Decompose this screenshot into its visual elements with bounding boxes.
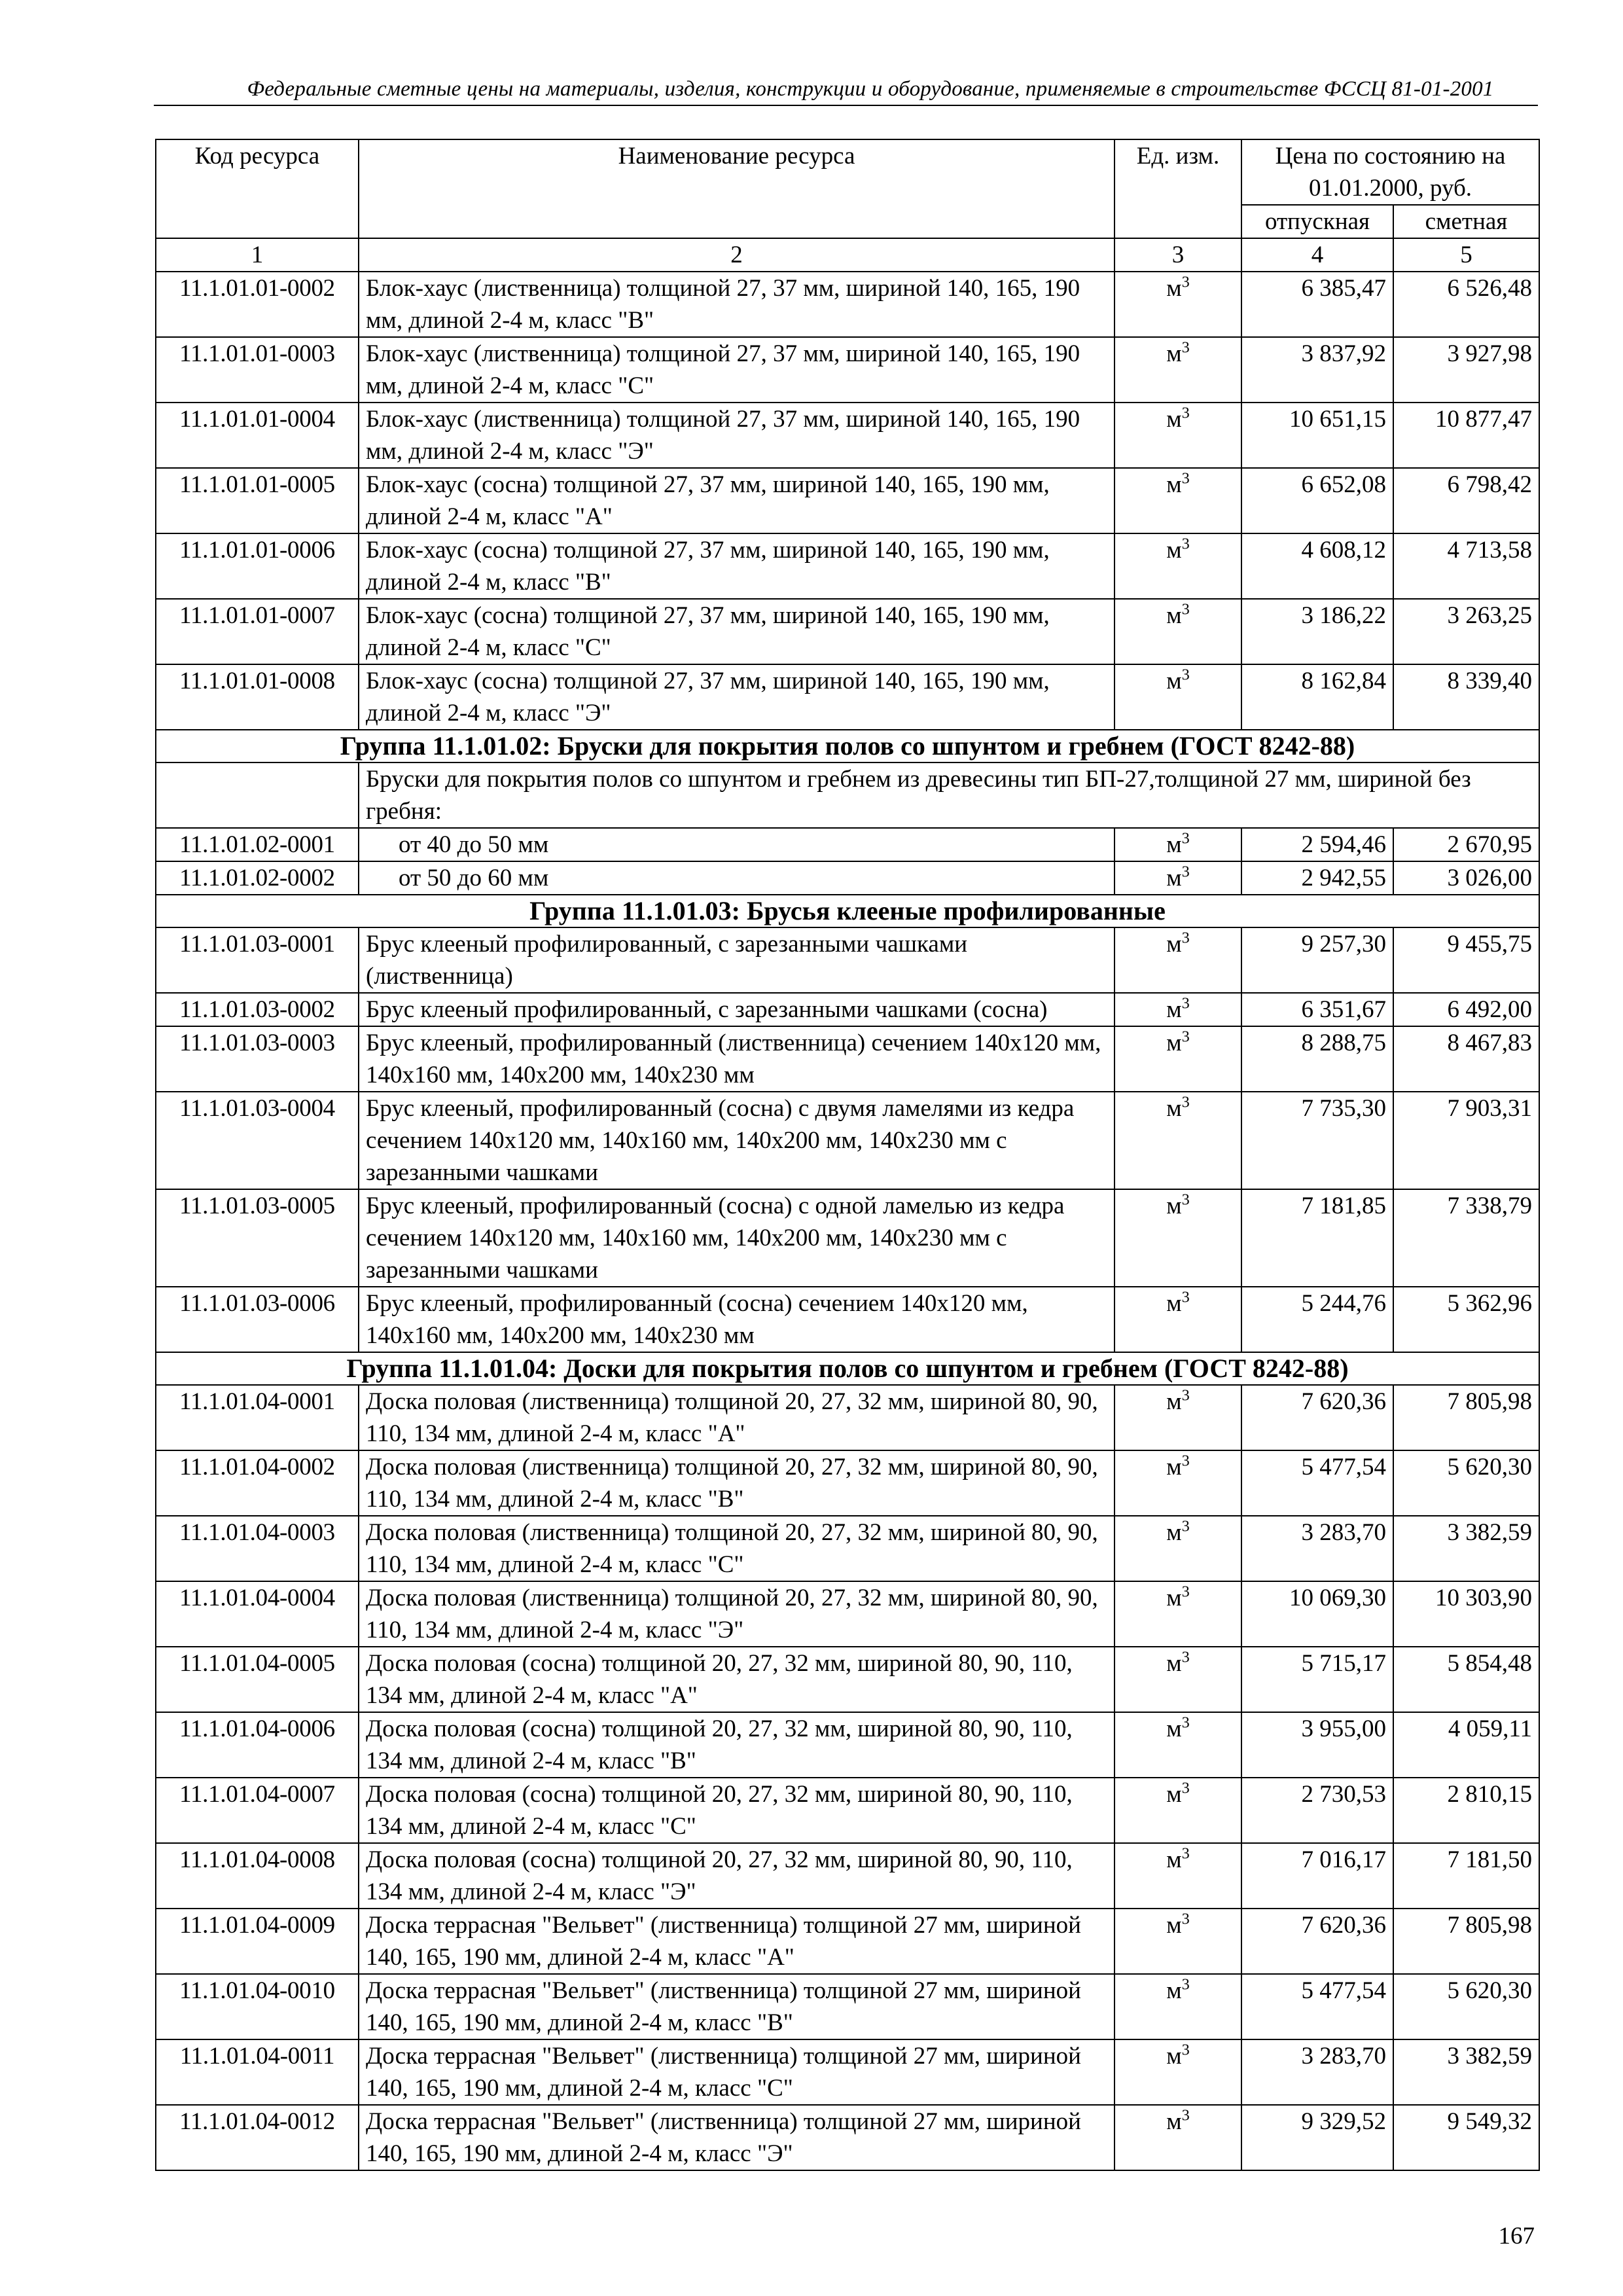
resource-code: 11.1.01.01-0004: [156, 403, 359, 468]
table-row: [156, 1516, 1539, 1581]
estimate-price: 3 927,98: [1393, 337, 1539, 403]
estimate-price: 7 805,98: [1393, 1909, 1539, 1974]
table-row: [156, 1581, 1539, 1647]
resource-code: 11.1.01.03-0006: [156, 1287, 359, 1352]
resource-code: 11.1.01.04-0012: [156, 2105, 359, 2170]
unit-base: м: [1166, 1095, 1182, 1122]
resource-code: 11.1.01.02-0001: [156, 828, 359, 861]
estimate-price: 10 303,90: [1393, 1581, 1539, 1647]
resource-name: Брус клееный, профилированный (сосна) сечением 140х120 мм, 140х160 мм, 140х200 мм, 140х230 мм: [359, 1287, 1115, 1352]
table-row: [156, 1026, 1539, 1092]
unit-power: 3: [1181, 601, 1190, 619]
resource-code: 11.1.01.02-0002: [156, 861, 359, 895]
resource-code: 11.1.01.04-0008: [156, 1843, 359, 1909]
resource-code: 11.1.01.04-0011: [156, 2039, 359, 2105]
release-price: 5 477,54: [1241, 1974, 1393, 2039]
release-price: 2 942,55: [1241, 861, 1393, 895]
table-row: [156, 468, 1539, 533]
unit-cell: [1115, 468, 1241, 533]
table-body: [156, 272, 1539, 2170]
unit-power: 3: [1181, 2041, 1190, 2059]
unit-base: м: [1166, 1454, 1182, 1480]
resource-code: 11.1.01.04-0006: [156, 1712, 359, 1778]
unit-cell: [1115, 1581, 1241, 1647]
unit-base: м: [1166, 1290, 1182, 1317]
unit-base: м: [1166, 406, 1182, 433]
resource-code: 11.1.01.03-0002: [156, 993, 359, 1026]
resource-code: 11.1.01.01-0008: [156, 664, 359, 730]
resource-name: [359, 828, 1115, 861]
unit-power: 3: [1181, 2107, 1190, 2125]
resource-name: Доска половая (лиственница) толщиной 20, 27, 32 мм, шириной 80, 90, 110, 134 мм, длиной 2-4 м, класс "Э": [359, 1581, 1115, 1647]
unit-cell: [1115, 403, 1241, 468]
resource-name: Блок-хаус (сосна) толщиной 27, 37 мм, шириной 140, 165, 190 мм, длиной 2-4 м, класс "С": [359, 599, 1115, 664]
table-row: [156, 403, 1539, 468]
release-price: 3 283,70: [1241, 1516, 1393, 1581]
unit-power: 3: [1181, 1028, 1190, 1046]
estimate-price: 3 382,59: [1393, 2039, 1539, 2105]
table-row: [156, 533, 1539, 599]
note-text: Бруски для покрытия полов со шпунтом и гребнем из древесины тип БП-27,толщиной 27 мм, шириной без гребня:: [359, 762, 1539, 828]
unit-cell: [1115, 664, 1241, 730]
resource-name: Доска половая (лиственница) толщиной 20, 27, 32 мм, шириной 80, 90, 110, 134 мм, длиной 2-4 м, класс "С": [359, 1516, 1115, 1581]
price-table: [155, 139, 1540, 2171]
unit-cell: [1115, 1450, 1241, 1516]
running-header: Федеральные сметные цены на материалы, изделия, конструкции и оборудование, применяемые в строительстве ФССЦ 81-01-2001: [247, 77, 1494, 101]
unit-cell: [1115, 1712, 1241, 1778]
resource-name: Блок-хаус (сосна) толщиной 27, 37 мм, шириной 140, 165, 190 мм, длиной 2-4 м, класс "Э": [359, 664, 1115, 730]
estimate-price: 3 263,25: [1393, 599, 1539, 664]
unit-base: м: [1166, 1912, 1182, 1939]
resource-code: 11.1.01.04-0005: [156, 1647, 359, 1712]
unit-cell: [1115, 272, 1241, 337]
unit-base: м: [1166, 1846, 1182, 1873]
resource-code: 11.1.01.03-0003: [156, 1026, 359, 1092]
unit-cell: [1115, 1974, 1241, 2039]
unit-cell: [1115, 1385, 1241, 1450]
unit-cell: [1115, 1778, 1241, 1843]
resource-name-text: от 40 до 50 мм: [399, 831, 549, 858]
col-header-release-price: отпускная: [1241, 205, 1393, 238]
unit-base: м: [1166, 1519, 1182, 1546]
table-row: [156, 337, 1539, 403]
estimate-price: 7 903,31: [1393, 1092, 1539, 1189]
table-row: [156, 1712, 1539, 1778]
unit-cell: [1115, 1189, 1241, 1287]
unit-power: 3: [1181, 1094, 1190, 1111]
unit-power: 3: [1181, 274, 1190, 291]
unit-base: м: [1166, 865, 1182, 891]
unit-base: м: [1166, 1715, 1182, 1742]
unit-cell: [1115, 1287, 1241, 1352]
release-price: 3 186,22: [1241, 599, 1393, 664]
release-price: 6 385,47: [1241, 272, 1393, 337]
col-header-unit: Ед. изм.: [1115, 139, 1241, 238]
release-price: 5 715,17: [1241, 1647, 1393, 1712]
unit-base: м: [1166, 275, 1182, 302]
unit-base: м: [1166, 1650, 1182, 1677]
estimate-price: 3 382,59: [1393, 1516, 1539, 1581]
unit-cell: [1115, 993, 1241, 1026]
unit-base: м: [1166, 931, 1182, 958]
table-row: [156, 861, 1539, 895]
col-number-4: 4: [1241, 238, 1393, 272]
resource-code: 11.1.01.04-0010: [156, 1974, 359, 2039]
resource-name: Доска половая (сосна) толщиной 20, 27, 32 мм, шириной 80, 90, 110, 134 мм, длиной 2-4 м, класс "С": [359, 1778, 1115, 1843]
unit-cell: [1115, 1026, 1241, 1092]
unit-cell: [1115, 2105, 1241, 2170]
unit-base: м: [1166, 602, 1182, 629]
release-price: 8 162,84: [1241, 664, 1393, 730]
release-price: 5 244,76: [1241, 1287, 1393, 1352]
release-price: 10 651,15: [1241, 403, 1393, 468]
table-row: [156, 993, 1539, 1026]
table-row: [156, 1843, 1539, 1909]
unit-base: м: [1166, 2043, 1182, 2070]
estimate-price: 5 620,30: [1393, 1974, 1539, 2039]
resource-name: Доска террасная "Вельвет" (лиственница) толщиной 27 мм, шириной 140, 165, 190 мм, длиной 2-4 м, класс "В": [359, 1974, 1115, 2039]
unit-power: 3: [1181, 666, 1190, 684]
unit-power: 3: [1181, 1976, 1190, 1994]
unit-cell: [1115, 1909, 1241, 1974]
unit-cell: [1115, 599, 1241, 664]
estimate-price: 8 467,83: [1393, 1026, 1539, 1092]
resource-code: 11.1.01.01-0003: [156, 337, 359, 403]
unit-base: м: [1166, 1585, 1182, 1611]
group-heading-row: [156, 895, 1539, 927]
release-price: 9 257,30: [1241, 927, 1393, 993]
resource-name: Блок-хаус (сосна) толщиной 27, 37 мм, шириной 140, 165, 190 мм, длиной 2-4 м, класс "В": [359, 533, 1115, 599]
estimate-price: 3 026,00: [1393, 861, 1539, 895]
resource-name: Доска террасная "Вельвет" (лиственница) толщиной 27 мм, шириной 140, 165, 190 мм, длиной 2-4 м, класс "А": [359, 1909, 1115, 1974]
unit-cell: [1115, 1092, 1241, 1189]
estimate-price: 2 670,95: [1393, 828, 1539, 861]
release-price: 2 594,46: [1241, 828, 1393, 861]
resource-code: 11.1.01.04-0007: [156, 1778, 359, 1843]
table-row: [156, 1092, 1539, 1189]
unit-power: 3: [1181, 1910, 1190, 1928]
table-row: [156, 1778, 1539, 1843]
unit-power: 3: [1181, 1583, 1190, 1601]
resource-name: Блок-хаус (сосна) толщиной 27, 37 мм, шириной 140, 165, 190 мм, длиной 2-4 м, класс "А": [359, 468, 1115, 533]
release-price: 8 288,75: [1241, 1026, 1393, 1092]
unit-cell: [1115, 1516, 1241, 1581]
release-price: 4 608,12: [1241, 533, 1393, 599]
resource-name-text: от 50 до 60 мм: [399, 865, 549, 891]
unit-base: м: [1166, 1977, 1182, 2004]
unit-base: м: [1166, 340, 1182, 367]
unit-power: 3: [1181, 1845, 1190, 1863]
release-price: 9 329,52: [1241, 2105, 1393, 2170]
release-price: 5 477,54: [1241, 1450, 1393, 1516]
table-head: [156, 139, 1539, 272]
estimate-price: 8 339,40: [1393, 664, 1539, 730]
unit-power: 3: [1181, 404, 1190, 422]
col-header-name: Наименование ресурса: [359, 139, 1115, 238]
resource-name: Доска половая (сосна) толщиной 20, 27, 32 мм, шириной 80, 90, 110, 134 мм, длиной 2-4 м, класс "Э": [359, 1843, 1115, 1909]
unit-base: м: [1166, 1030, 1182, 1056]
resource-name: Блок-хаус (лиственница) толщиной 27, 37 мм, шириной 140, 165, 190 мм, длиной 2-4 м, класс "Э": [359, 403, 1115, 468]
note-row: [156, 762, 1539, 828]
estimate-price: 9 549,32: [1393, 2105, 1539, 2170]
estimate-price: 7 181,50: [1393, 1843, 1539, 1909]
release-price: 3 283,70: [1241, 2039, 1393, 2105]
release-price: 10 069,30: [1241, 1581, 1393, 1647]
unit-power: 3: [1181, 1387, 1190, 1405]
unit-cell: [1115, 337, 1241, 403]
estimate-price: 7 805,98: [1393, 1385, 1539, 1450]
unit-base: м: [1166, 2108, 1182, 2135]
unit-cell: [1115, 861, 1241, 895]
unit-power: 3: [1181, 1780, 1190, 1797]
estimate-price: 5 620,30: [1393, 1450, 1539, 1516]
table-row: [156, 1450, 1539, 1516]
resource-name: [359, 861, 1115, 895]
unit-base: м: [1166, 996, 1182, 1023]
unit-cell: [1115, 1843, 1241, 1909]
unit-power: 3: [1181, 1518, 1190, 1535]
unit-power: 3: [1181, 1191, 1190, 1209]
resource-code: 11.1.01.01-0002: [156, 272, 359, 337]
unit-power: 3: [1181, 1452, 1190, 1470]
resource-code: 11.1.01.04-0009: [156, 1909, 359, 1974]
unit-power: 3: [1181, 1714, 1190, 1732]
estimate-price: 9 455,75: [1393, 927, 1539, 993]
col-header-code: Код ресурса: [156, 139, 359, 238]
note-empty-code: [156, 762, 359, 828]
estimate-price: 6 526,48: [1393, 272, 1539, 337]
table-row: [156, 664, 1539, 730]
group-title: Группа 11.1.01.02: Бруски для покрытия полов со шпунтом и гребнем (ГОСТ 8242-88): [156, 730, 1539, 762]
resource-code: 11.1.01.04-0002: [156, 1450, 359, 1516]
release-price: 3 955,00: [1241, 1712, 1393, 1778]
release-price: 7 620,36: [1241, 1385, 1393, 1450]
resource-code: 11.1.01.01-0006: [156, 533, 359, 599]
resource-code: 11.1.01.01-0005: [156, 468, 359, 533]
table-row: [156, 1189, 1539, 1287]
unit-cell: [1115, 927, 1241, 993]
unit-base: м: [1166, 1193, 1182, 1219]
resource-code: 11.1.01.03-0001: [156, 927, 359, 993]
resource-code: 11.1.01.04-0003: [156, 1516, 359, 1581]
resource-name: Брус клееный, профилированный (сосна) с двумя ламелями из кедра сечением 140х120 мм, 140х160 мм, 140х200 мм, 140х230 мм с зарезанными чашками: [359, 1092, 1115, 1189]
col-number-2: 2: [359, 238, 1115, 272]
resource-name: Блок-хаус (лиственница) толщиной 27, 37 мм, шириной 140, 165, 190 мм, длиной 2-4 м, класс "С": [359, 337, 1115, 403]
estimate-price: 6 492,00: [1393, 993, 1539, 1026]
header-rule: [154, 105, 1538, 106]
unit-power: 3: [1181, 1289, 1190, 1306]
estimate-price: 10 877,47: [1393, 403, 1539, 468]
resource-code: 11.1.01.04-0004: [156, 1581, 359, 1647]
group-title: Группа 11.1.01.04: Доски для покрытия полов со шпунтом и гребнем (ГОСТ 8242-88): [156, 1352, 1539, 1385]
unit-power: 3: [1181, 339, 1190, 357]
page-number: 167: [1498, 2223, 1535, 2250]
unit-power: 3: [1181, 470, 1190, 488]
table-row: [156, 1974, 1539, 2039]
resource-name: Брус клееный профилированный, с зарезанными чашками (лиственница): [359, 927, 1115, 993]
table-row: [156, 1385, 1539, 1450]
table-row: [156, 2105, 1539, 2170]
estimate-price: 5 362,96: [1393, 1287, 1539, 1352]
unit-base: м: [1166, 471, 1182, 498]
table-row: [156, 599, 1539, 664]
col-number-1: 1: [156, 238, 359, 272]
resource-name: Брус клееный профилированный, с зарезанными чашками (сосна): [359, 993, 1115, 1026]
unit-cell: [1115, 1647, 1241, 1712]
resource-code: 11.1.01.01-0007: [156, 599, 359, 664]
resource-name: Доска террасная "Вельвет" (лиственница) толщиной 27 мм, шириной 140, 165, 190 мм, длиной 2-4 м, класс "С": [359, 2039, 1115, 2105]
estimate-price: 2 810,15: [1393, 1778, 1539, 1843]
unit-power: 3: [1181, 535, 1190, 553]
estimate-price: 4 059,11: [1393, 1712, 1539, 1778]
unit-power: 3: [1181, 1649, 1190, 1666]
table-row: [156, 2039, 1539, 2105]
resource-name: Брус клееный, профилированный (лиственница) сечением 140х120 мм, 140х160 мм, 140х200 мм, 140х230 мм: [359, 1026, 1115, 1092]
estimate-price: 6 798,42: [1393, 468, 1539, 533]
resource-name: Доска половая (лиственница) толщиной 20, 27, 32 мм, шириной 80, 90, 110, 134 мм, длиной 2-4 м, класс "А": [359, 1385, 1115, 1450]
unit-cell: [1115, 2039, 1241, 2105]
unit-power: 3: [1181, 995, 1190, 1013]
resource-code: 11.1.01.04-0001: [156, 1385, 359, 1450]
table-row: [156, 1647, 1539, 1712]
col-header-estimate-price: сметная: [1393, 205, 1539, 238]
unit-base: м: [1166, 831, 1182, 858]
unit-power: 3: [1181, 863, 1190, 881]
estimate-price: 4 713,58: [1393, 533, 1539, 599]
unit-base: м: [1166, 668, 1182, 694]
unit-cell: [1115, 533, 1241, 599]
table-row: [156, 828, 1539, 861]
group-heading-row: [156, 730, 1539, 762]
resource-code: 11.1.01.03-0005: [156, 1189, 359, 1287]
release-price: 7 181,85: [1241, 1189, 1393, 1287]
unit-cell: [1115, 828, 1241, 861]
release-price: 7 620,36: [1241, 1909, 1393, 1974]
resource-name: Доска половая (лиственница) толщиной 20, 27, 32 мм, шириной 80, 90, 110, 134 мм, длиной 2-4 м, класс "В": [359, 1450, 1115, 1516]
release-price: 2 730,53: [1241, 1778, 1393, 1843]
unit-base: м: [1166, 537, 1182, 564]
resource-name: Доска половая (сосна) толщиной 20, 27, 32 мм, шириной 80, 90, 110, 134 мм, длиной 2-4 м, класс "В": [359, 1712, 1115, 1778]
table-row: [156, 1287, 1539, 1352]
unit-base: м: [1166, 1388, 1182, 1415]
estimate-price: 7 338,79: [1393, 1189, 1539, 1287]
table-row: [156, 1909, 1539, 1974]
unit-base: м: [1166, 1781, 1182, 1808]
release-price: 3 837,92: [1241, 337, 1393, 403]
resource-code: 11.1.01.03-0004: [156, 1092, 359, 1189]
resource-name: Доска половая (сосна) толщиной 20, 27, 32 мм, шириной 80, 90, 110, 134 мм, длиной 2-4 м, класс "А": [359, 1647, 1115, 1712]
resource-name: Доска террасная "Вельвет" (лиственница) толщиной 27 мм, шириной 140, 165, 190 мм, длиной 2-4 м, класс "Э": [359, 2105, 1115, 2170]
col-number-5: 5: [1393, 238, 1539, 272]
release-price: 7 735,30: [1241, 1092, 1393, 1189]
estimate-price: 5 854,48: [1393, 1647, 1539, 1712]
group-heading-row: [156, 1352, 1539, 1385]
unit-power: 3: [1181, 830, 1190, 848]
resource-name: Блок-хаус (лиственница) толщиной 27, 37 мм, шириной 140, 165, 190 мм, длиной 2-4 м, класс "В": [359, 272, 1115, 337]
unit-power: 3: [1181, 929, 1190, 947]
resource-name: Брус клееный, профилированный (сосна) с одной ламелью из кедра сечением 140х120 мм, 140х160 мм, 140х200 мм, 140х230 мм с зарезанными чашками: [359, 1189, 1115, 1287]
col-header-price: Цена по состоянию на 01.01.2000, руб.: [1241, 139, 1539, 205]
group-title: Группа 11.1.01.03: Брусья клееные профилированные: [156, 895, 1539, 927]
table-row: [156, 927, 1539, 993]
table-row: [156, 272, 1539, 337]
col-number-3: 3: [1115, 238, 1241, 272]
release-price: 6 652,08: [1241, 468, 1393, 533]
release-price: 6 351,67: [1241, 993, 1393, 1026]
release-price: 7 016,17: [1241, 1843, 1393, 1909]
